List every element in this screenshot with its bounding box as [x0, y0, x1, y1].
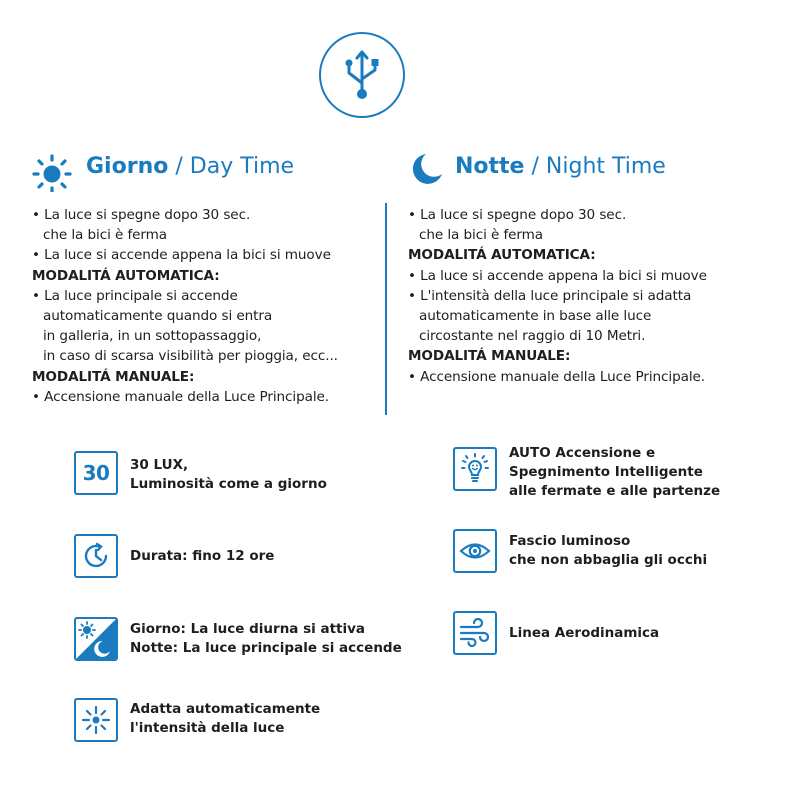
- day-line: • La luce principale si accende: [32, 287, 238, 304]
- sun-icon: [30, 154, 74, 192]
- duration-clock-icon: [74, 534, 118, 578]
- feature-anti-glare-line1: Fascio luminoso: [509, 533, 631, 549]
- feature-lux-line2: Luminosità come a giorno: [130, 476, 327, 492]
- night-line: • L'intensità della luce principale si adatta: [408, 287, 692, 304]
- night-auto-mode-label: MODALITÁ AUTOMATICA:: [408, 247, 596, 264]
- night-line: circostante nel raggio di 10 Metri.: [419, 328, 646, 345]
- day-line: • La luce si accende appena la bici si muove: [32, 247, 331, 264]
- night-line: che la bici è ferma: [419, 227, 544, 244]
- column-divider: [385, 203, 387, 415]
- feature-auto-brightness-line2: l'intensità della luce: [130, 720, 285, 736]
- feature-auto-brightness-line1: Adatta automaticamente: [130, 701, 321, 717]
- day-auto-mode-label: MODALITÁ AUTOMATICA:: [32, 267, 220, 284]
- night-title-sep: /: [531, 154, 539, 179]
- night-heading: [405, 150, 735, 190]
- moon-icon: [405, 150, 445, 186]
- day-night-icon: [74, 617, 118, 661]
- night-manual-mode-label: MODALITÁ MANUALE:: [408, 348, 571, 365]
- feature-anti-glare: [453, 529, 708, 573]
- feature-auto-brightness: [74, 698, 321, 742]
- feature-lux: [74, 451, 327, 495]
- feature-duration-line1: Durata: fino 12 ore: [130, 548, 275, 564]
- feature-day-night-line1: Giorno: La luce diurna si attiva: [130, 621, 366, 637]
- night-line: • Accensione manuale della Luce Principale.: [408, 368, 706, 385]
- feature-aerodynamic-line1: Linea Aerodinamica: [509, 625, 660, 641]
- day-line: che la bici è ferma: [43, 227, 168, 244]
- feature-duration: [74, 534, 275, 578]
- feature-day-night: [74, 617, 402, 661]
- night-line: • La luce si accende appena la bici si muove: [408, 267, 707, 284]
- day-title-en: Day Time: [189, 154, 295, 179]
- feature-smart-line1: AUTO Accensione e: [509, 445, 656, 461]
- auto-brightness-icon: [74, 698, 118, 742]
- day-line: in galleria, in un sottopassaggio,: [43, 328, 262, 345]
- night-line: • La luce si spegne dopo 30 sec.: [408, 207, 627, 223]
- feature-smart-on-off: [453, 445, 721, 499]
- feature-day-night-line2: Notte: La luce principale si accende: [130, 640, 402, 656]
- feature-aerodynamic: [453, 611, 660, 655]
- day-title-it: Giorno: [86, 154, 169, 179]
- usb-badge: [319, 32, 405, 118]
- wind-icon: [453, 611, 497, 655]
- day-heading: [30, 150, 360, 190]
- usb-icon: [344, 49, 380, 101]
- day-line: automaticamente quando si entra: [43, 308, 273, 325]
- day-description: [32, 205, 338, 407]
- smart-bulb-icon: [453, 447, 497, 491]
- day-line: • Accensione manuale della Luce Principale.: [32, 388, 330, 405]
- night-title-en: Night Time: [545, 154, 666, 179]
- feature-smart-line3: alle fermate e alle partenze: [509, 483, 721, 499]
- feature-lux-line1: 30 LUX,: [130, 457, 189, 473]
- day-line: • La luce si spegne dopo 30 sec.: [32, 207, 251, 223]
- lux-30-icon: 30: [74, 451, 118, 495]
- night-description: [408, 205, 707, 387]
- feature-smart-line2: Spegnimento Intelligente: [509, 464, 703, 480]
- night-line: automaticamente in base alle luce: [419, 308, 652, 325]
- night-title-it: Notte: [455, 154, 525, 179]
- eye-icon: [453, 529, 497, 573]
- day-manual-mode-label: MODALITÁ MANUALE:: [32, 368, 195, 385]
- feature-anti-glare-line2: che non abbaglia gli occhi: [509, 552, 708, 568]
- day-title-sep: /: [175, 154, 183, 179]
- day-line: in caso di scarsa visibilità per pioggia, ecc...: [43, 348, 338, 365]
